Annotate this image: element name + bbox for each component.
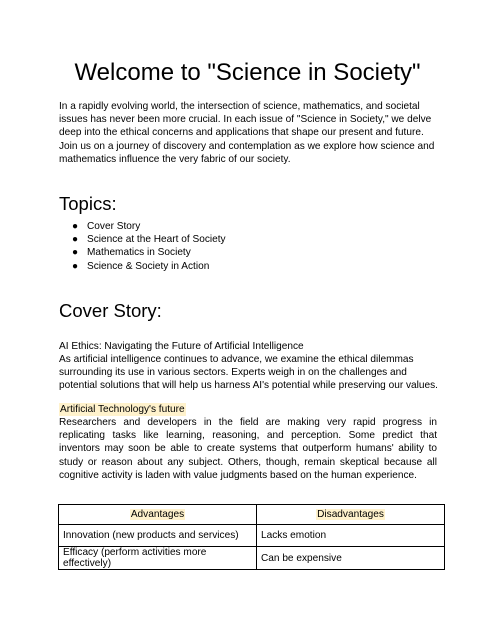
table-header-cell [59,505,257,525]
table-header-cell [257,505,445,525]
table-cell: Innovation (new products and services) [59,525,257,547]
list-item [72,260,226,273]
bullet-icon: ● [72,234,79,246]
article-title: AI Ethics: Navigating the Future of Artificial Intelligence [59,341,304,352]
topics-heading: Topics: [59,193,117,214]
table-cell: Can be expensive [257,547,445,570]
topic-label: Science & Society in Action [87,260,210,272]
advantages-header: Advantages [130,509,185,520]
list-item [72,246,226,259]
advantages-table [58,504,445,570]
page-title: Welcome to "Science in Society" [74,59,421,86]
cover-story-heading: Cover Story: [59,300,162,321]
list-item [72,233,226,246]
intro-paragraph: In a rapidly evolving world, the intersection of science, mathematics, and societal issues has never been more crucial. In each issue of "Science in Society," we delve deep into the ethical concerns and applications that shape our present and future. Join us on a journey of discovery and contemplation as we explore how science and mathematics influence the very fabric of our society. [59,101,435,165]
table-cell: Lacks emotion [257,525,445,547]
topics-list [72,220,226,273]
table-row [59,525,445,547]
table-cell: Efficacy (perform activities more effectively) [59,547,257,570]
topic-label: Science at the Heart of Society [87,234,226,246]
list-item [72,220,226,233]
table-row [59,547,445,570]
bullet-icon: ● [72,247,79,259]
bullet-icon: ● [72,260,79,272]
bullet-icon: ● [72,221,79,232]
table-header-row [59,505,445,525]
subheading-body: Researchers and developers in the field are making very rapid progress in replicating tasks like learning, reasoning, and perception. Some predict that inventors may soon be able to create systems that outperform humans' ability to study or reason about any subject. Others, though, remain skeptical because all cognitive activity is laden with value judgments based on the human experience. [59,417,437,481]
highlighted-subheading: Artificial Technology's future [60,404,185,415]
disadvantages-header: Disadvantages [317,509,384,520]
article-body: As artificial intelligence continues to advance, we examine the ethical dilemmas surrounding its use in various sectors. Experts weigh in on the challenges and potential solutions that will help us harness AI's potential while preserving our values. [59,354,438,392]
topic-label: Cover Story [87,221,141,232]
topic-label: Mathematics in Society [87,247,191,259]
